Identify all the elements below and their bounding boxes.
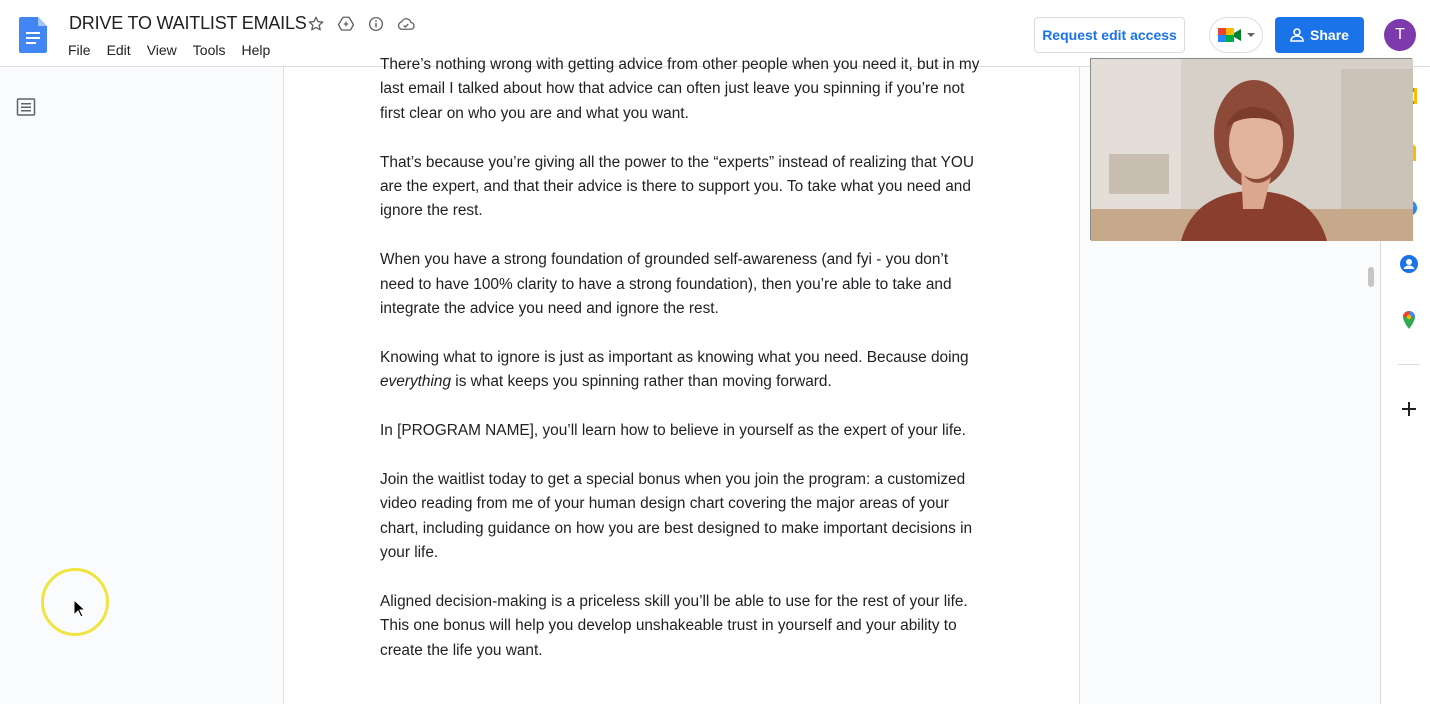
participant-video-image bbox=[1091, 59, 1413, 241]
title-icons bbox=[306, 14, 416, 34]
meet-icon bbox=[1217, 25, 1243, 45]
menu-edit[interactable]: Edit bbox=[106, 42, 131, 58]
paragraph: There’s nothing wrong with getting advice from other people when you need it, but in my last email I talked about how that advice can often just leave you spinning if you’re not first clear on who you are and what you want. bbox=[380, 56, 980, 122]
paragraph bbox=[380, 346, 980, 395]
scrollbar-thumb[interactable] bbox=[1368, 267, 1374, 287]
meet-button[interactable] bbox=[1209, 17, 1263, 53]
maps-icon[interactable] bbox=[1399, 310, 1419, 330]
paragraph: That’s because you’re giving all the power to the “experts” instead of realizing that YOU are the expert, and that their advice is there to support you. To take what you need and ignore the rest. bbox=[380, 153, 975, 220]
document-outline-icon[interactable] bbox=[16, 97, 36, 117]
video-call-tile[interactable] bbox=[1090, 58, 1412, 240]
document-page bbox=[283, 56, 1080, 704]
paragraph-text: Knowing what to ignore is just as important as knowing what you need. Because doing bbox=[380, 348, 969, 366]
menu-file[interactable]: File bbox=[68, 42, 91, 58]
share-button[interactable] bbox=[1275, 17, 1364, 53]
paragraph-text: is what keeps you spinning rather than moving forward. bbox=[451, 373, 832, 391]
paragraph: Aligned decision-making is a priceless skill you’ll be able to use for the rest of your life. This one bonus will help you develop unshakeable trust in yourself and your ability to create the life you want. bbox=[380, 592, 968, 659]
paragraph: When you have a strong foundation of grounded self-awareness (and fyi - you don’t need to have 100% clarity to have a strong foundation), then you’re able to take and integrate the advice you need and ignore the rest. bbox=[380, 251, 952, 318]
docs-logo-icon[interactable] bbox=[19, 17, 47, 53]
star-icon[interactable] bbox=[306, 14, 326, 34]
paragraph-italic-text: everything bbox=[380, 373, 452, 391]
menu-view[interactable]: View bbox=[146, 42, 177, 58]
person-icon bbox=[1290, 28, 1304, 42]
mouse-pointer-icon bbox=[73, 599, 87, 619]
avatar[interactable]: T bbox=[1384, 19, 1416, 51]
contacts-icon[interactable] bbox=[1399, 254, 1419, 274]
menu-help[interactable]: Help bbox=[241, 42, 271, 58]
add-icon[interactable] bbox=[1399, 399, 1419, 419]
paragraph: In [PROGRAM NAME], you’ll learn how to believe in yourself as the expert of your life. bbox=[380, 422, 966, 440]
cloud-status-icon[interactable] bbox=[396, 14, 416, 34]
details-icon[interactable] bbox=[366, 14, 386, 34]
rail-divider bbox=[1398, 364, 1420, 365]
chevron-down-icon bbox=[1246, 30, 1256, 40]
paragraph: Join the waitlist today to get a special bonus when you join the program: a customized video reading from me of your human design chart covering the major areas of your chart, including guidance on how you are best designed to make important decisions in your life. bbox=[380, 470, 973, 562]
share-label: Share bbox=[1310, 27, 1349, 43]
menu-tools[interactable]: Tools bbox=[192, 42, 226, 58]
move-to-drive-icon[interactable] bbox=[336, 14, 356, 34]
document-body[interactable] bbox=[380, 53, 980, 687]
document-title[interactable]: DRIVE TO WAITLIST EMAILS bbox=[69, 13, 307, 33]
request-edit-access-button[interactable]: Request edit access bbox=[1034, 17, 1185, 53]
menu-bar bbox=[60, 39, 278, 61]
